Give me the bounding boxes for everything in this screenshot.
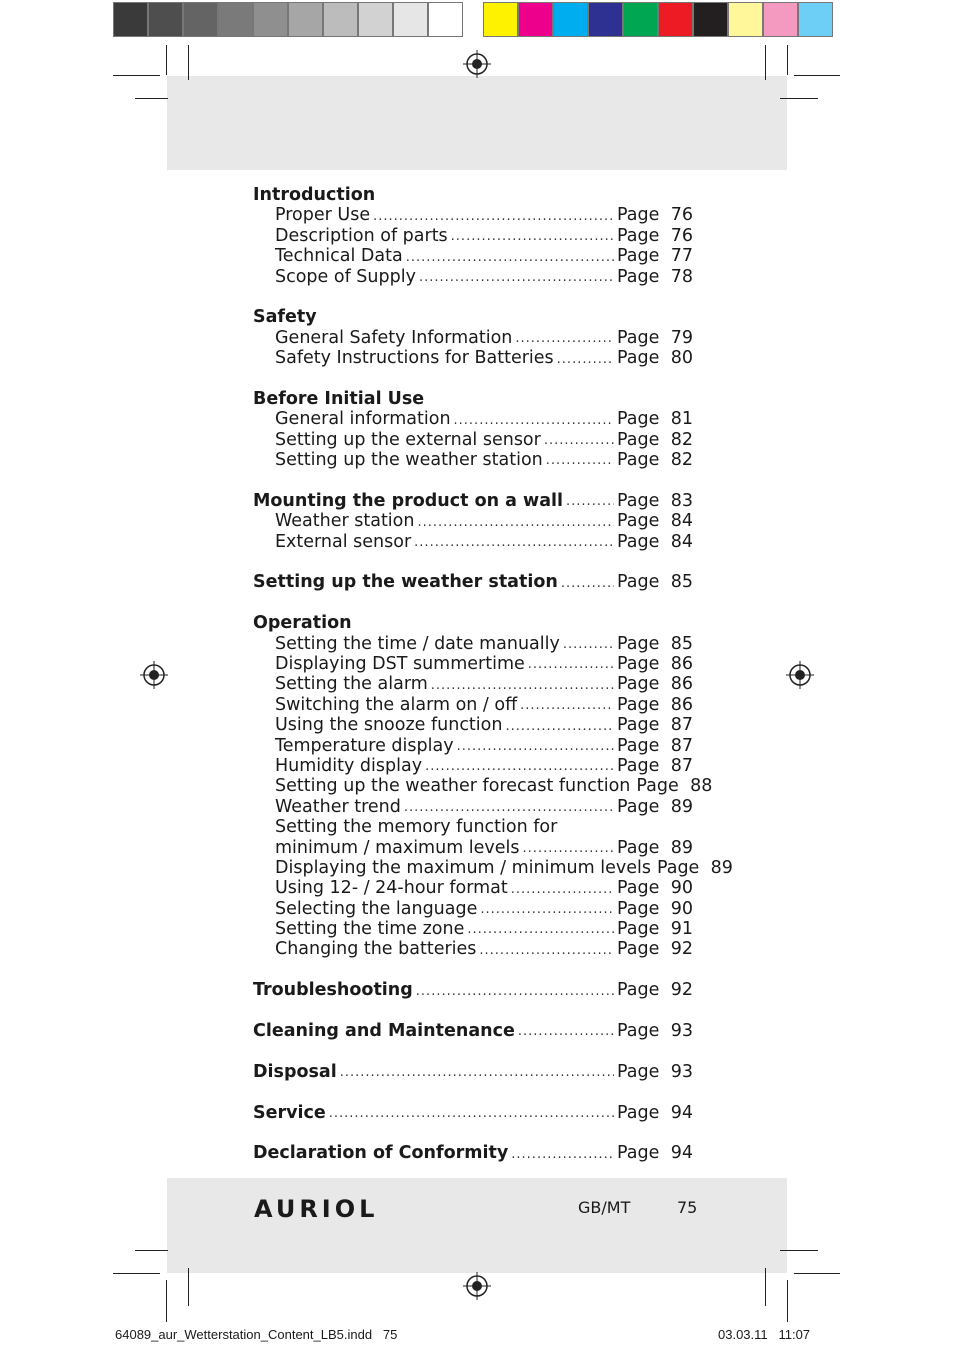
entry-label: General Safety Information [275,327,513,348]
section-title: Mounting the product on a wall [253,490,564,511]
page-number: 86 [670,674,693,695]
color-swatch [693,2,728,37]
toc-entry [253,857,733,878]
dot-leader [406,249,614,267]
dot-leader [416,983,614,1001]
color-swatch [428,2,463,37]
section-gap [253,1082,693,1102]
header-band [167,76,787,170]
entry-label: Selecting the language [275,898,478,919]
toc-entry [253,634,693,654]
page-number: 84 [670,511,693,532]
dot-leader [523,840,614,858]
page-number: 79 [670,327,693,348]
page-label: Page [617,919,660,940]
entry-label: Weather trend [275,796,401,817]
page-label: Page [617,837,660,858]
toc-entry [253,267,693,287]
entry-label: Changing the batteries [275,939,477,960]
crop-mark [765,45,766,80]
color-swatch [183,2,218,37]
page-number: 89 [670,796,693,817]
toc-entry [253,736,693,756]
entry-label: Setting up the external sensor [275,429,541,450]
slug-filename: 64089_aur_Wetterstation_Content_LB5.indd 75 [115,1327,398,1342]
color-swatch [358,2,393,37]
toc-section-heading [253,307,693,327]
entry-label: Humidity display [275,755,423,776]
crop-mark [780,1250,818,1251]
dot-leader [417,514,614,532]
crop-mark [113,75,160,76]
registration-mark-icon [140,661,168,689]
dot-leader [451,228,614,246]
crop-mark [135,1250,168,1251]
page-label: Page [617,796,660,817]
color-swatch [113,2,148,37]
page-label: Page [617,531,660,552]
dot-leader [419,269,614,287]
page-label: Page [617,653,660,674]
crop-mark [166,1280,167,1322]
crop-mark [188,1268,189,1306]
toc-entry [253,328,693,348]
crop-mark [787,45,788,75]
page-label: Page [617,674,660,695]
entry-label: Temperature display [275,735,454,756]
entry-label: Setting up the weather forecast function [275,776,631,797]
toc-entry [253,878,693,898]
color-swatch [588,2,623,37]
dot-leader [480,901,614,919]
page-label: Page [617,694,660,715]
toc-entry-line: Setting the memory function for [275,817,558,838]
page-label: Page [617,1021,660,1042]
toc-entry [253,715,693,735]
section-title: Disposal [253,1061,337,1082]
toc-entry [253,205,693,225]
page-number: 89 [710,857,733,878]
section-gap [253,552,693,572]
entry-label: Weather station [275,511,415,532]
crop-mark [188,45,189,80]
toc-entry [253,450,693,470]
toc-entry [253,939,693,959]
page-label: Page [617,490,660,511]
toc-entry [253,511,693,531]
page-label: Page [617,715,660,736]
dot-leader [511,881,614,899]
page-label: Page [617,1061,660,1082]
page-label: Page [617,1143,660,1164]
registration-mark-icon [786,661,814,689]
toc-entry [253,654,693,674]
color-swatch [728,2,763,37]
page-number: 86 [670,694,693,715]
section-gap [253,1041,693,1061]
page-label: Page [617,755,660,776]
section-title: Setting up the weather station [253,572,558,593]
crop-mark [113,1273,160,1274]
page-label: Page [617,939,660,960]
page-label: Page [617,878,660,899]
section-title: Cleaning and Maintenance [253,1021,515,1042]
section-title: Introduction [253,185,376,205]
table-of-contents [253,185,733,1164]
section-gap [253,1123,693,1143]
page-label: Page [617,225,660,246]
entry-label: Scope of Supply [275,266,416,287]
page-label: Page [636,776,679,797]
crop-mark [787,1280,788,1322]
toc-entry [253,797,693,817]
dot-leader [561,575,614,593]
section-gap [253,369,693,389]
page-number: 84 [670,531,693,552]
page-label: Page [617,429,660,450]
page-number: 89 [670,837,693,858]
page-number: 76 [670,205,693,226]
page-number: 92 [670,980,693,1001]
entry-label: Switching the alarm on / off [275,694,518,715]
entry-label: minimum / maximum levels [275,837,520,858]
entry-label: External sensor [275,531,412,552]
entry-label: Setting the time zone [275,919,465,940]
color-swatch [288,2,323,37]
color-swatch [623,2,658,37]
entry-label: Using the snooze function [275,715,503,736]
color-swatch [148,2,183,37]
page-label: Page [617,450,660,471]
page-number: 94 [670,1102,693,1123]
section-title: Service [253,1102,326,1123]
dot-leader [431,677,614,695]
entry-label: Displaying DST summertime [275,653,525,674]
toc-section-heading [253,1103,693,1123]
page-number: 88 [690,776,713,797]
section-gap [253,1001,693,1021]
page-number: 92 [670,939,693,960]
page-number: 85 [670,633,693,654]
dot-leader [340,1064,614,1082]
dot-leader [329,1105,614,1123]
dot-leader [528,656,614,674]
section-title: Operation [253,613,352,634]
toc-entry [253,899,693,919]
page-label: Page [617,409,660,430]
entry-label: Setting the time / date manually [275,633,560,654]
dot-leader [414,534,614,552]
dot-leader [557,351,614,369]
page-number: 77 [670,246,693,267]
dot-leader [566,493,614,511]
page-label: Page [617,327,660,348]
toc-entry [253,695,693,715]
dot-leader [505,718,614,736]
page-number: 80 [670,348,693,369]
page-number: 78 [670,266,693,287]
page-number: 87 [670,755,693,776]
toc-entry [253,348,693,368]
page-number: 83 [670,490,693,511]
color-swatch [658,2,693,37]
dot-leader [515,330,614,348]
entry-label: Safety Instructions for Batteries [275,348,554,369]
footer-language: GB/MT [578,1198,631,1217]
section-gap [253,287,693,307]
dot-leader [563,636,614,654]
toc-section-heading [253,572,693,592]
section-title: Declaration of Conformity [253,1143,509,1164]
page-label: Page [617,1102,660,1123]
dot-leader [518,1023,614,1041]
page-number: 82 [670,429,693,450]
toc-entry [253,756,693,776]
dot-leader [479,942,614,960]
page-number: 81 [670,409,693,430]
dot-leader [373,208,614,226]
section-title: Troubleshooting [253,980,413,1001]
entry-label: Displaying the maximum / minimum levels [275,857,651,878]
toc-entry [253,776,713,797]
dot-leader [520,697,614,715]
toc-section-heading [253,491,693,511]
page-label: Page [617,980,660,1001]
dot-leader [425,758,614,776]
toc-entry [253,430,693,450]
dot-leader [511,1146,614,1164]
color-swatch [218,2,253,37]
page-label: Page [617,246,660,267]
dot-leader [546,452,614,470]
toc-entry [253,838,693,858]
slug-datetime: 03.03.11 11:07 [718,1327,811,1342]
page-number: 93 [670,1061,693,1082]
color-swatch [518,2,553,37]
page-number: 90 [670,898,693,919]
entry-label: Description of parts [275,225,448,246]
toc-entry [253,246,693,266]
section-title: Safety [253,307,317,328]
footer-page-number: 75 [677,1198,698,1217]
entry-label: Setting up the weather station [275,450,543,471]
toc-section-heading [253,1143,693,1163]
color-swatch [798,2,833,37]
dot-leader [544,432,614,450]
brand-logo: AURIOL [254,1195,379,1223]
page-number: 87 [670,735,693,756]
color-swatch [483,2,518,37]
page-number: 93 [670,1021,693,1042]
footer-band [167,1178,787,1273]
registration-mark-icon [463,50,491,78]
dot-leader [404,799,614,817]
registration-mark-icon [463,1272,491,1300]
page-label: Page [617,633,660,654]
page-label: Page [617,735,660,756]
page-number: 87 [670,715,693,736]
color-swatch [393,2,428,37]
toc-entry [253,674,693,694]
page-number: 76 [670,225,693,246]
page-label: Page [656,857,700,878]
entry-label: Proper Use [275,205,371,226]
page-label: Page [617,511,660,532]
toc-entry [253,226,693,246]
page-number: 94 [670,1143,693,1164]
page-label: Page [617,572,660,593]
entry-label: General information [275,409,451,430]
crop-mark [794,75,840,76]
crop-mark [794,1273,840,1274]
toc-section-heading [253,1062,693,1082]
page-number: 86 [670,653,693,674]
dot-leader [467,921,614,939]
section-title: Before Initial Use [253,388,425,409]
toc-section-heading [253,1021,693,1041]
section-gap [253,470,693,490]
entry-label: Using 12- / 24-hour format [275,878,508,899]
dot-leader [454,412,614,430]
color-swatch [553,2,588,37]
crop-mark [765,1268,766,1306]
toc-section-heading [253,613,693,633]
toc-section-heading [253,389,693,409]
entry-label: Setting the alarm [275,674,428,695]
toc-entry [253,409,693,429]
crop-mark [166,45,167,75]
toc-entry [253,919,693,939]
crop-mark [780,98,818,99]
color-swatch [253,2,288,37]
page-label: Page [617,205,660,226]
toc-section-heading [253,980,693,1000]
page-number: 90 [670,878,693,899]
entry-label: Technical Data [275,246,403,267]
page-number: 91 [670,919,693,940]
page-number: 85 [670,572,693,593]
section-gap [253,593,693,613]
crop-mark [135,98,168,99]
toc-section-heading [253,185,693,205]
page-label: Page [617,348,660,369]
page-label: Page [617,266,660,287]
color-swatch-bar [483,2,833,37]
toc-entry [253,532,693,552]
dot-leader [457,738,614,756]
page-number: 82 [670,450,693,471]
color-swatch [763,2,798,37]
section-gap [253,960,693,980]
color-swatch [323,2,358,37]
gray-swatch-bar [113,2,463,37]
page-label: Page [617,898,660,919]
